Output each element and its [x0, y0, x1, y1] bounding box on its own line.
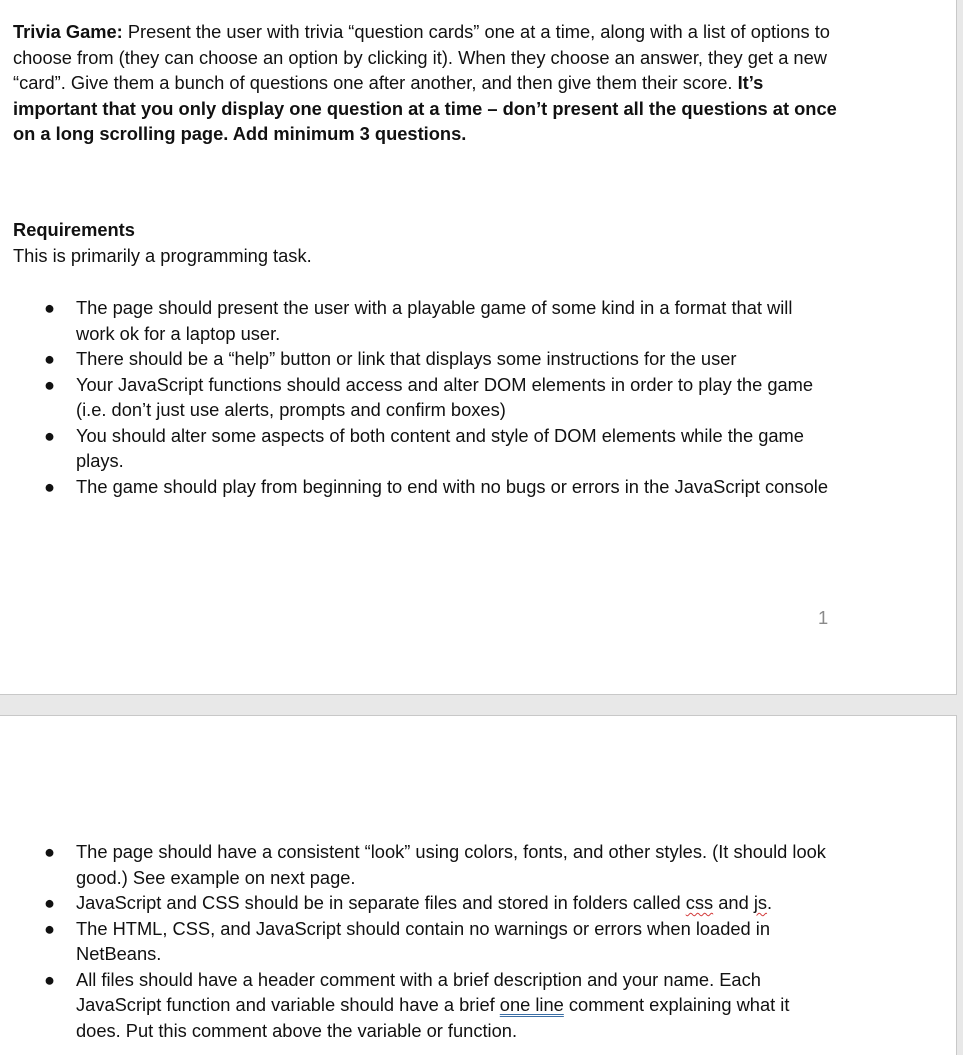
intro-emphasis: It’s important that you only display one question at a time – don’t present all the questions at once on a long scrolling page. Add minimum 3 questions.: [13, 72, 837, 144]
list-item-text: JavaScript and CSS should be in separate files and stored in folders called: [76, 892, 686, 913]
list-item-text: All files should have a header comment with a brief description and your name. Each JavaScript function and variable should have a brief: [76, 968, 761, 1015]
requirements-list-2: [35, 839, 835, 1043]
list-item: [35, 372, 835, 423]
list-item-text: The game should play from beginning to end with no bugs or errors in the JavaScript console: [76, 475, 828, 497]
list-item: [35, 890, 835, 916]
intro-paragraph: [13, 19, 843, 147]
bullet-icon: ●: [44, 348, 56, 369]
list-item-text: You should alter some aspects of both content and style of DOM elements while the game plays.: [76, 424, 804, 471]
list-item-text: There should be a “help” button or link that displays some instructions for the user: [76, 348, 737, 369]
bullet-icon: ●: [44, 841, 56, 862]
list-item: [35, 423, 835, 474]
list-item-text: The page should present the user with a playable game of some kind in a format that will work ok for a laptop user.: [76, 297, 793, 344]
list-item: [35, 967, 835, 1044]
intro-text: Present the user with trivia “question cards” one at a time, along with a list of options to choose from (they can choose an option by clicking it). When they choose an answer, they get a new “card”. Give them a bunch of questions one after another, and then give them their score.: [13, 21, 830, 93]
list-item-text: The HTML, CSS, and JavaScript should contain no warnings or errors when loaded in NetBeans.: [76, 917, 771, 964]
spellcheck-word-css[interactable]: css: [685, 892, 714, 913]
list-item: [35, 474, 835, 500]
bullet-icon: ●: [44, 917, 56, 939]
requirements-heading: Requirements: [13, 219, 135, 240]
intro-label: Trivia Game:: [13, 21, 123, 42]
list-item: [35, 346, 835, 372]
requirements-list-1: [35, 295, 835, 499]
list-item: [35, 839, 835, 890]
list-item-text: comment explaining what it does. Put this comment above the variable or function.: [76, 994, 790, 1041]
bullet-icon: ●: [44, 475, 56, 497]
requirements-subtitle: This is primarily a programming task.: [13, 245, 312, 266]
bullet-icon: ●: [44, 424, 56, 446]
list-item-text: The page should have a consistent “look” using colors, fonts, and other styles. (It should look good.) See example on next page.: [76, 841, 826, 888]
list-item-text: and: [713, 892, 754, 913]
page-number: 1: [818, 607, 829, 628]
list-item-text: Your JavaScript functions should access and alter DOM elements in order to play the game (i.e. don’t just use alerts, prompts and confirm boxes): [76, 373, 814, 420]
bullet-icon: ●: [44, 892, 56, 913]
list-item-text: .: [767, 892, 773, 913]
grammar-suggestion-one-line[interactable]: one line: [499, 994, 564, 1015]
list-item: [35, 295, 835, 346]
bullet-icon: ●: [44, 297, 56, 318]
spellcheck-word-js[interactable]: js: [753, 892, 768, 913]
list-item: [35, 916, 835, 967]
bullet-icon: ●: [44, 373, 56, 395]
bullet-icon: ●: [44, 968, 56, 990]
